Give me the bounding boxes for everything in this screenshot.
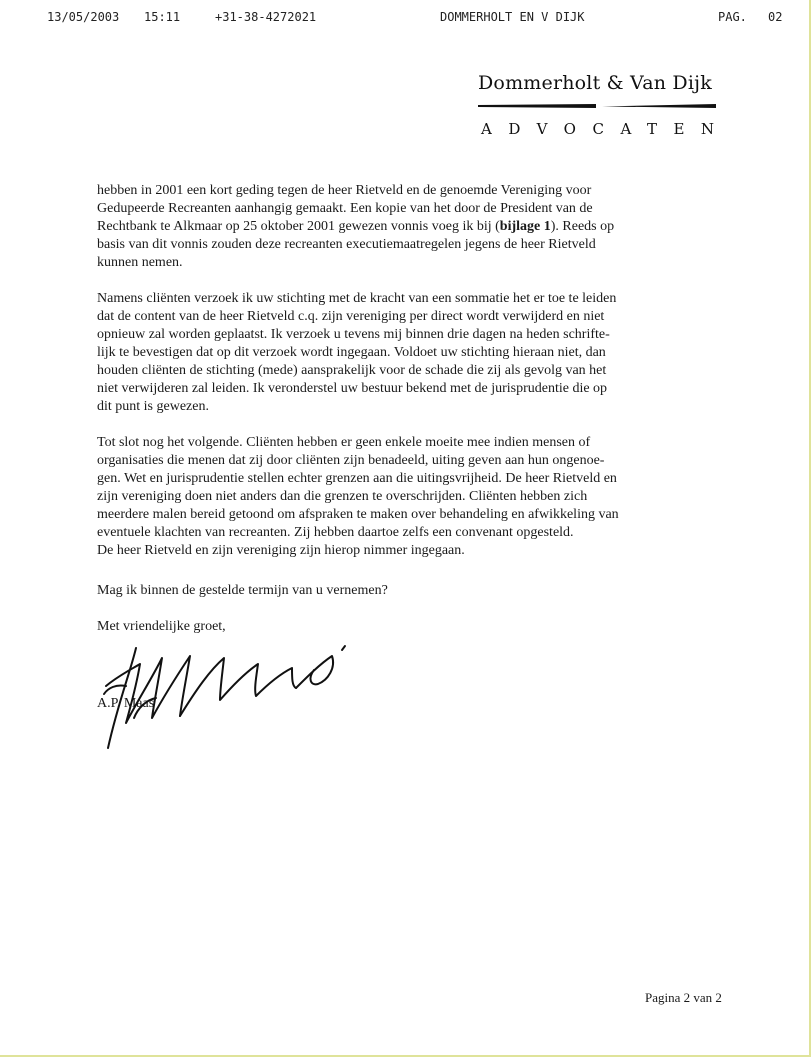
text-line: Mag ik binnen de gestelde termijn van u vernemen? (97, 583, 388, 598)
text-fragment: ). Reeds op (550, 219, 615, 234)
text-line: lijk te bevestigen dat op dit verzoek wordt ingegaan. Voldoet uw stichting hieraan niet, dan (97, 345, 606, 360)
text-line: gen. Wet en jurisprudentie stellen echter grenzen aan die uitingsvrijheid. De heer Rietveld en (97, 471, 617, 486)
fax-time: 15:11 (144, 10, 181, 24)
text-line: Gedupeerde Recreanten aanhangig gemaakt. Een kopie van het door de President van de (97, 201, 593, 216)
fax-transmission-header (0, 10, 811, 28)
text-fragment: Rechtbank te Alkmaar op 25 oktober 2001 gewezen vonnis voeg ik bij ( (97, 219, 500, 234)
fax-date: 13/05/2003 (47, 10, 120, 24)
fax-phone-number: +31-38-4272021 (215, 10, 317, 24)
letterhead (478, 72, 731, 142)
text-line: meerdere malen bereid getoond om afspraken te maken over behandeling en afwikkeling van (97, 507, 619, 522)
text-line: niet verwijderen zal leiden. Ik veronderstel uw bestuur bekend met de jurisprudentie die op (97, 381, 608, 396)
text-line: opnieuw zal worden geplaatst. Ik verzoek u tevens mij binnen drie dagen na heden schrifte- (97, 327, 610, 342)
page-indicator: Pagina 2 van 2 (645, 990, 722, 1005)
text-line: De heer Rietveld en zijn vereniging zijn hierop nimmer ingegaan. (97, 543, 465, 558)
paragraph-1 (97, 182, 712, 272)
letterhead-rule (478, 104, 716, 108)
paragraph-3 (97, 434, 712, 560)
text-line: Met vriendelijke groet, (97, 619, 226, 634)
closing-question (97, 582, 712, 600)
text-line (97, 218, 712, 236)
text-line: Namens cliënten verzoek ik uw stichting met de kracht van een sommatie het er toe te leiden (97, 291, 617, 306)
text-line: Tot slot nog het volgende. Cliënten hebben er geen enkele moeite mee indien mensen of (97, 435, 591, 450)
firm-name: Dommerholt & Van Dijk (478, 72, 712, 94)
text-line: basis van dit vonnis zouden deze recreanten executiemaatregelen jegens de heer Rietveld (97, 237, 596, 252)
paragraph-2 (97, 290, 712, 416)
firm-subtitle: ADVOCATEN (481, 120, 731, 138)
text-line: dit punt is gewezen. (97, 399, 209, 414)
text-line: eventuele klachten van recreanten. Zij hebben daartoe zelfs een convenant opgesteld. (97, 525, 574, 540)
text-line: organisaties die menen dat zij door cliënten zijn benadeeld, uiting geven aan hun ongenoe- (97, 453, 605, 468)
text-line: kunnen nemen. (97, 255, 183, 270)
fax-page-label: PAG. (718, 10, 747, 24)
bijlage-reference: bijlage 1 (499, 219, 551, 234)
fax-page-number: 02 (768, 10, 783, 24)
fax-sender-company: DOMMERHOLT EN V DIJK (440, 10, 585, 24)
text-line: dat de content van de heer Rietveld c.q. zijn vereniging per direct wordt verwijderd en niet (97, 309, 605, 324)
signer-name: A.P. Maas (97, 696, 155, 711)
text-line: zijn vereniging doen niet anders dan die grenzen te overschrijden. Cliënten hebben zich (97, 489, 588, 504)
handwritten-signature (96, 628, 366, 753)
text-line: hebben in 2001 een kort geding tegen de heer Rietveld en de genoemde Vereniging voor (97, 183, 592, 198)
text-line: houden cliënten de stichting (mede) aansprakelijk voor de schade die zij als gevolg van het (97, 363, 607, 378)
